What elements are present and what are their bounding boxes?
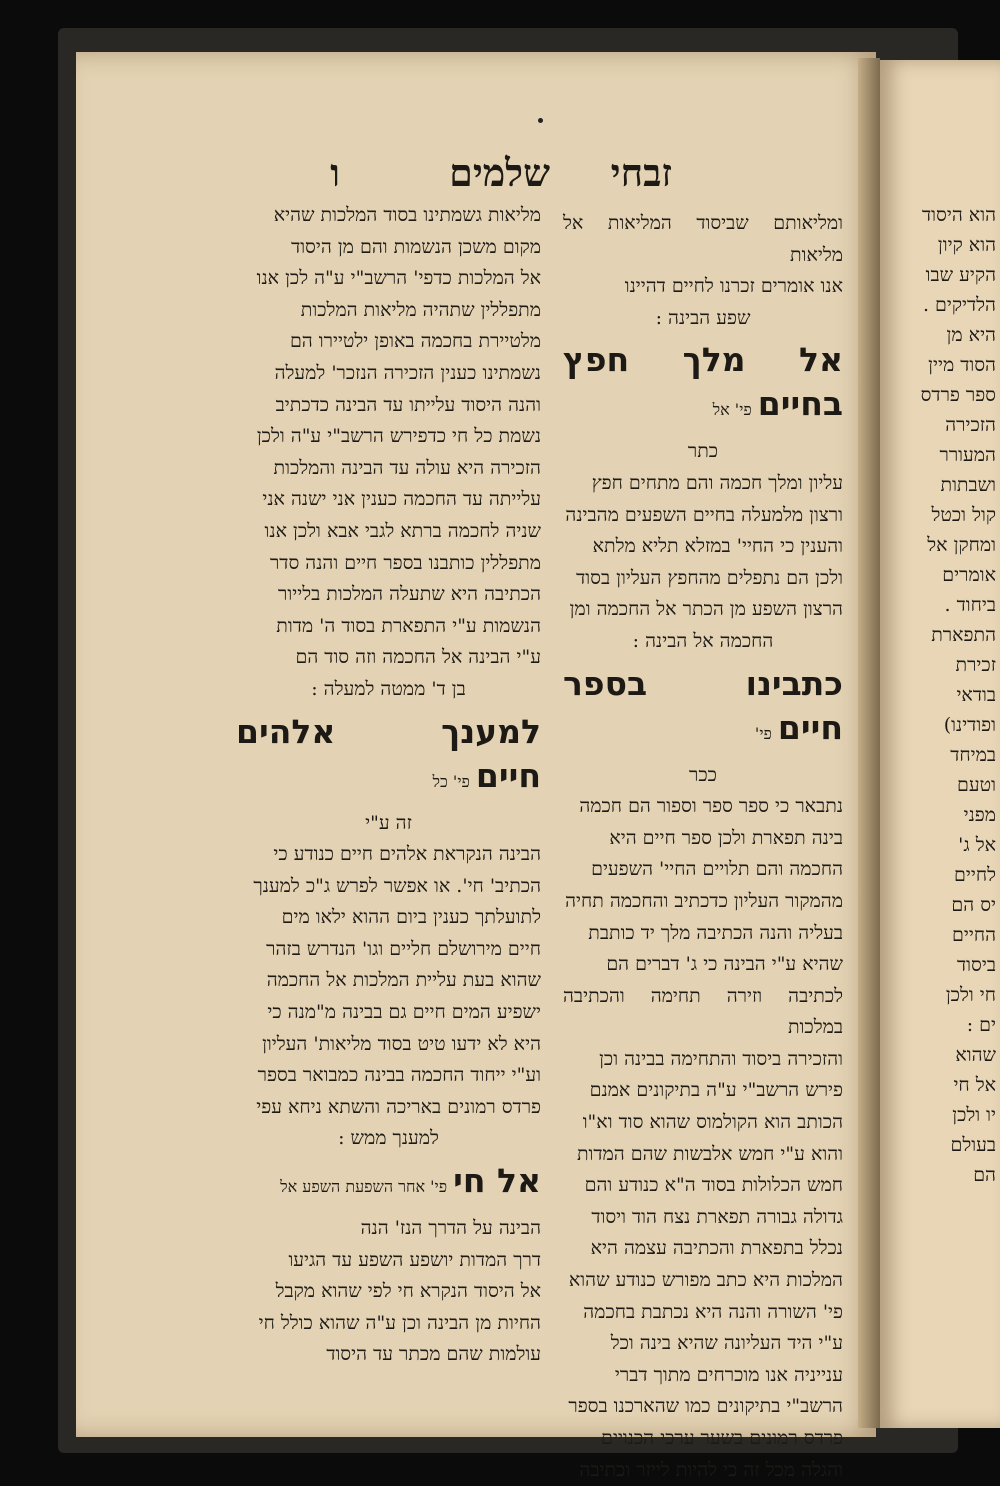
text-line: בעליה והנה הכתיבה מלך יד כותבת (588, 921, 843, 944)
text-line: שפע הבינה : (655, 306, 751, 329)
text-line: בן ד' ממטה למעלה : (311, 677, 466, 700)
text-line: הכתיבה היא שתעלה המלכות בלייור (278, 583, 541, 606)
text-line: מתפללין כותבנו בספר חיים והנה סדר (269, 551, 541, 574)
heading-note: פי' כל (432, 771, 470, 791)
text-line: שהיא ע"י הבינה כי ג' דברים הם (606, 953, 843, 976)
running-head-title-left: שלמים (449, 150, 550, 195)
fragment-line: הוא קיון (937, 234, 996, 256)
text-line: עולמות שהם מכתר עד היסוד (326, 1343, 541, 1366)
text-line: עלייתה עד החכמה כענין אני ישנה אני (262, 488, 541, 511)
text-line: פירש הרשב"י ע"ה בתיקונים אמנם (589, 1079, 843, 1102)
right-page (880, 60, 1000, 1428)
text-line: לתועלתך כענין ביום ההוא ילאו מים (281, 906, 541, 929)
fragment-line: היא מן (946, 324, 996, 346)
text-line: וע"י ייחוד החכמה בבינה כמבואר בספר (257, 1064, 541, 1087)
text-line: שניה לחכמה ברתא לגבי אבא ולכן אנו (264, 519, 541, 542)
text-line: מלטיירת בחכמה באופן ילטיירו הם (289, 330, 541, 353)
fragment-line: הם (973, 1164, 996, 1186)
text-line: חיים מירושלם חליים וגו' הנדרש בזהר (266, 937, 541, 960)
fragment-line: מפני (963, 804, 996, 826)
fragment-line: ביחוד . (944, 594, 996, 616)
fragment-line: הקיע שבו (925, 264, 996, 286)
fragment-line: בודאי (956, 684, 996, 706)
fragment-line: המעורר (939, 444, 996, 466)
text-line: נשמתינו כענין הזכירה הנזכר' למעלה (274, 361, 541, 384)
text-line: בינה תפארת ולכן ספר חיים היא (609, 826, 843, 849)
fragment-line: חי ולכן (945, 984, 996, 1006)
fragment-line: הלדיקים . (922, 294, 996, 316)
text-line: פרדס רמונים בשער ערכי הכנויים (601, 1427, 843, 1449)
text-line: הרשב"י בתיקונים כמו שהארכנו בספר (568, 1395, 843, 1418)
text-line: פרדס רמונים באריכה והשתא ניחא עפי (256, 1095, 541, 1118)
fragment-line: ספר פרדס (920, 384, 996, 406)
text-line: המלכות היא כתב מפורש כנודע שהוא (568, 1269, 843, 1292)
text-column-right (563, 208, 843, 1486)
text-line: שהוא בעת עליית המלכות אל החכמה (266, 969, 541, 992)
text-line: ע"י היד העליונה שהיא בינה וכל (610, 1332, 843, 1355)
text-line: ענייניה אנו מוכרחים מתוך דברי (614, 1363, 843, 1386)
text-line: גדולה גבורה תפארת נצח הוד ויסוד (591, 1205, 843, 1228)
text-line: זה ע"י (365, 811, 412, 834)
text-line: הנשמות ע"י התפארת בסוד ה' מדות (276, 614, 541, 637)
text-line: מליאות גשמתינו בסוד המלכות שהיא (273, 204, 541, 226)
page-gutter (858, 58, 880, 1428)
text-line: הרצון השפע מן הכתר אל החכמה ומן (569, 598, 843, 621)
fragment-line: ביסוד (957, 954, 996, 976)
text-column-left (236, 200, 541, 1371)
heading-text: אל חי (453, 1161, 541, 1201)
section-heading (563, 662, 843, 756)
fragment-line: הסוד מיין (928, 354, 996, 376)
text-line: נתבאר כי ספר ספר וספור הם חכמה (579, 795, 843, 818)
text-line: מהמקור העליון כדכתיב והחכמה תחיה (565, 889, 843, 912)
text-line: והזכירה ביסוד והתחימה בבינה וכן (599, 1047, 843, 1070)
fragment-line: התפארת (931, 624, 996, 646)
text-line: הזכירה היא עולה עד הבינה והמלכות (273, 456, 541, 479)
fragment-line: ושבתות (940, 474, 996, 496)
ink-dot (538, 118, 543, 123)
fragment-line: החיים (952, 924, 996, 946)
fragment-line: במיחד (950, 744, 996, 766)
fragment-line: אל ג' (958, 834, 996, 856)
text-line: מתפללין שתהיה מליאות המלכות (300, 298, 541, 321)
heading-note: פי' אל (712, 400, 752, 420)
fragment-line: בעולם (950, 1134, 996, 1156)
fragment-line: קול וכטל (931, 504, 996, 526)
text-line: והוא ע"י חמש אלבשות שהם המדות (576, 1142, 843, 1165)
text-line: אנו אומרים זכרנו לחיים דהיינו (624, 275, 843, 298)
text-line: מקום משכן הנשמות והם מן היסוד (291, 235, 541, 258)
right-page-text-fragment (884, 200, 996, 1190)
text-line: החיות מן הבינה וכן ע"ה שהוא כולל חי (258, 1311, 541, 1334)
section-heading (236, 1159, 541, 1209)
text-line: הכותב הוא הקולמוס שהוא סוד וא"ו (582, 1111, 843, 1134)
text-line: ישפיע המים חיים גם בבינה מ"מנה כי (267, 1001, 541, 1024)
text-line: והענין כי החיי' במזלא תליא מלתא (592, 535, 843, 558)
text-line: היא לא ידעו טיט בסוד מליאות' העליון (262, 1032, 541, 1055)
fragment-line: לחיים (954, 864, 996, 886)
fragment-line: וטעם (957, 774, 996, 796)
text-line: הבינה הנקראת אלהים חיים כנודע כי (273, 843, 541, 866)
fragment-line: אומרים (942, 564, 996, 586)
text-line: נכלל בתפארת והכתיבה עצמה היא (590, 1237, 843, 1260)
text-line: למענך ממש : (338, 1127, 439, 1150)
text-line: ככר (689, 763, 717, 786)
fragment-line: ופודינו) (943, 714, 996, 736)
fragment-line: יו ולכן (952, 1104, 996, 1126)
fragment-line: שהוא (955, 1044, 996, 1066)
text-line: ומליאותם שביסוד המליאות אל מליאות (563, 212, 843, 266)
text-line: ע"י הבינה אל החכמה וזה סוד הם (295, 646, 541, 669)
heading-text: כתבינו בספר חיים (563, 663, 843, 747)
text-line: והגלה מכל זה כי להיות לייזר וכתיבה (579, 1458, 843, 1481)
text-line: אל היסוד הנקרא חי לפי שהוא מקבל (275, 1280, 541, 1303)
section-heading (236, 710, 541, 804)
heading-text: אל מלך חפץ בחיים (563, 340, 843, 424)
text-line: נשמת כל חי כדפירש הרשב"י ע"ה ולכן (256, 425, 541, 448)
text-line: ורצון מלמעלה בחיים השפעים מהבינה (565, 503, 843, 526)
running-head-title-right: זבחי (610, 150, 672, 195)
text-line: דרך המדות יושפע השפע עד הגיעו (288, 1248, 541, 1271)
text-line: אל המלכות כדפי' הרשב"י ע"ה לכן אנו (256, 267, 541, 290)
text-line: החכמה אל הבינה : (632, 629, 774, 652)
fragment-line: ים : (966, 1014, 996, 1036)
text-line: הכתיב' חי'. או אפשר לפרש ג"כ למענך (253, 874, 541, 897)
fragment-line: ומחקן אל (927, 534, 996, 556)
fragment-line: הוא היסוד (922, 204, 996, 226)
fragment-line: זכירת (955, 654, 996, 676)
text-line: ולכן הם נתפלים מהחפץ העליון בסוד (576, 566, 843, 589)
section-heading (563, 338, 843, 432)
text-line: לכתיבה וזירה תחימה והכתיבה במלכות (563, 984, 843, 1039)
fragment-line: יס הם (951, 894, 996, 916)
text-line: חמש הכלולות בסוד ה"א כנודע והם (584, 1174, 843, 1197)
text-line: פי' השורה והנה היא נכתבת בחכמה (583, 1300, 843, 1323)
fragment-line: אל חי (953, 1074, 996, 1096)
heading-text: למענך אלהים חיים (236, 711, 541, 795)
page-number: ו (330, 150, 340, 195)
text-line: החכמה והם תלויים החיי' השפעים (591, 858, 843, 881)
text-line: והנה היסוד עלייתו עד הבינה כדכתיב (275, 393, 541, 416)
text-line: כתר (687, 440, 719, 463)
text-line: עליון ומלך חכמה והם מתחים חפץ (591, 471, 843, 494)
heading-note: פי' (754, 723, 772, 743)
text-line: הבינה על הדרך הנז' הנה (360, 1217, 541, 1240)
heading-note: פי' אחר השפעת השפע אל (280, 1177, 448, 1197)
fragment-line: הזכירה (945, 414, 996, 436)
